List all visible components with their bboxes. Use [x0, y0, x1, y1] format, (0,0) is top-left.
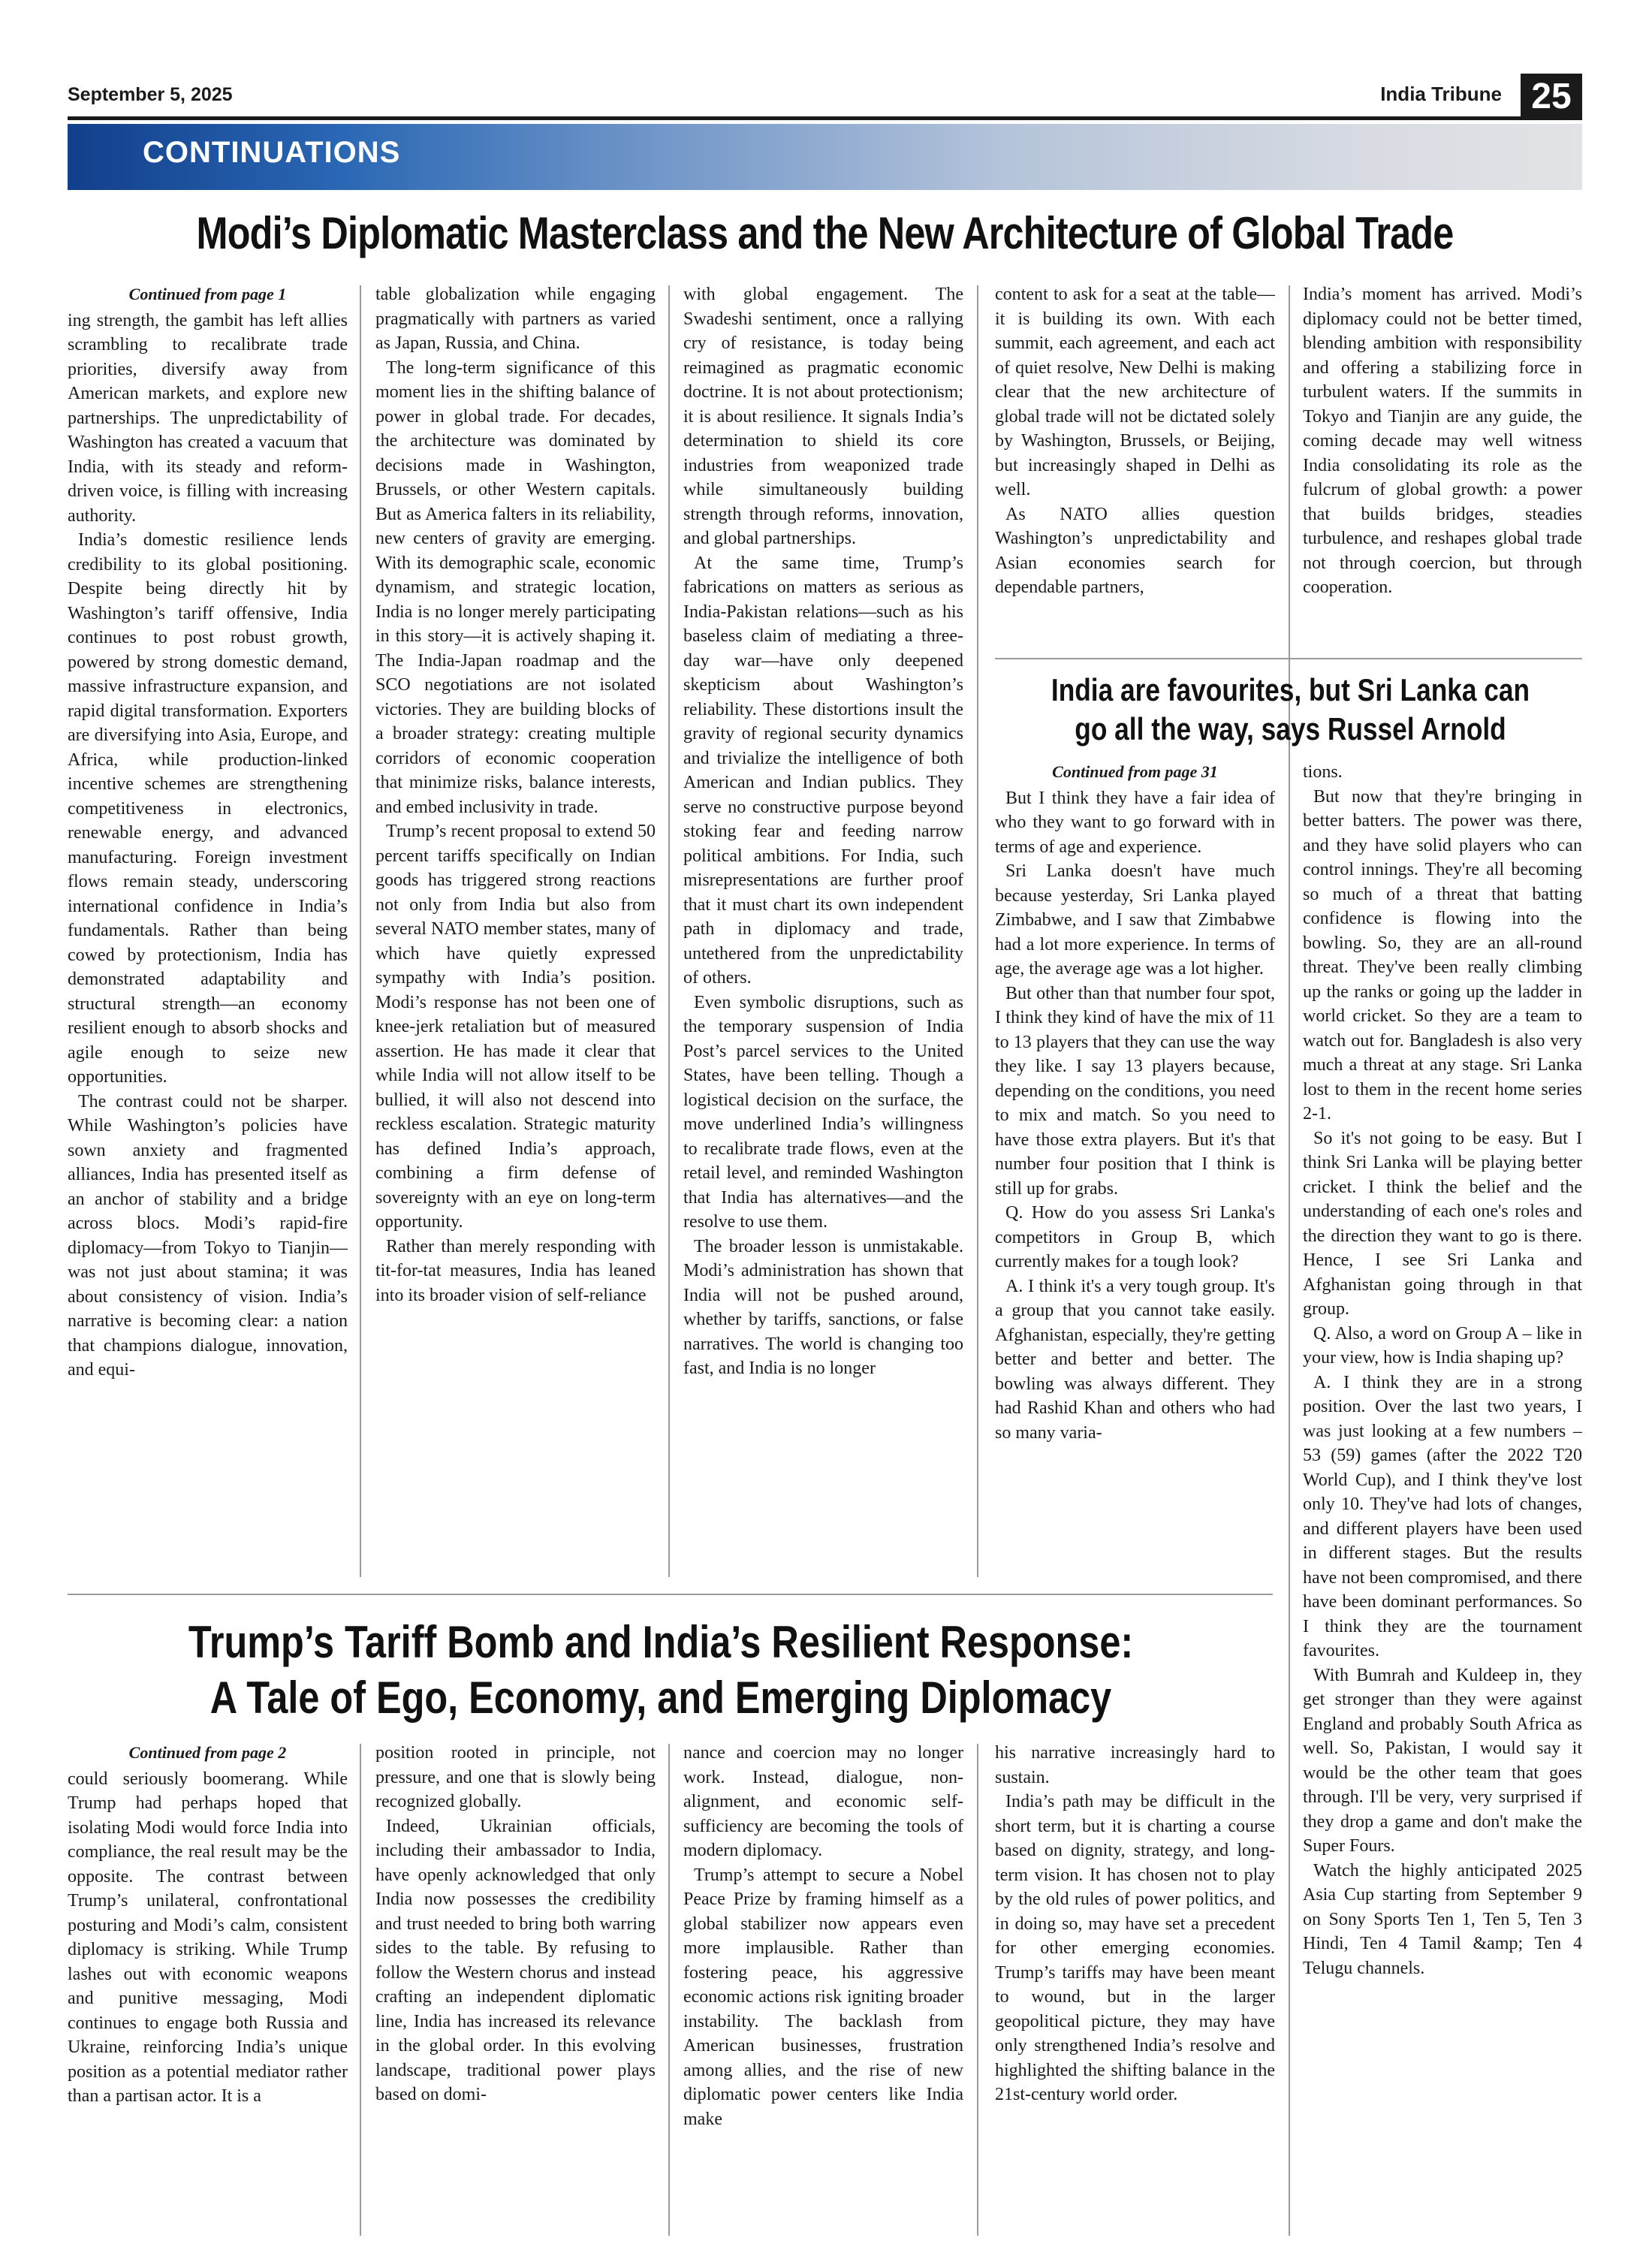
article2-paragraph: tions. — [1303, 762, 1343, 782]
continued-from-label: Continued from page 2 — [128, 1743, 287, 1762]
article2-column-2 — [1303, 760, 1582, 2239]
article2-paragraph: But other than that number four spot, I think they kind of have the mix of 11 to 13 players that they can use the way they like. I say 13 players because, depending on the conditions, you need to mix and match. So you need to have those extra players. But it's that number four position that I think is still up for grabs. — [995, 983, 1275, 1199]
article1-column-5 — [1303, 282, 1582, 650]
article1-paragraph: Trump’s recent proposal to extend 50 percent tariffs specifically on Indian goods has triggered strong reactions not only from India but also from several NATO member states, many of which have quietly expressed sympathy with India’s position. Modi’s response has not been one of knee-jerk retaliation but of measured assertion. He has made it clear that while India will not allow itself to be bullied, it will also not descend into reckless escalation. Strategic maturity has defined India’s approach, combining a firm defense of sovereignty with an eye on long-term opportunity. — [375, 822, 656, 1232]
article3-column-4 — [995, 1741, 1275, 2244]
header-rule — [68, 116, 1521, 120]
article2-headline: India are favourites, but Sri Lanka can go all the way, says Russel Arnold — [1051, 672, 1530, 746]
article2-paragraph: Sri Lanka doesn't have much because yesterday, Sri Lanka played Zimbabwe, and I saw that Zimbabwe had a lot more experience. In terms of age, the average age was a lot higher. — [995, 861, 1275, 979]
continued-from-label: Continued from page 31 — [1052, 762, 1218, 781]
article3-column-2 — [375, 1741, 656, 2244]
column-divider — [668, 285, 670, 1577]
section-banner — [68, 124, 1582, 190]
article3-paragraph: could seriously boomerang. While Trump had perhaps hoped that isolating Modi would force India into compliance, the real result may be the opposite. The contrast between Trump’s unilateral, confrontational posturing and Modi’s calm, consistent diplomacy is striking. While Trump lashes out with economic weapons and punitive messaging, Modi continues to engage both Russia and Ukraine, reinforcing India’s unique position as a potential mediator rather than a partisan actor. It is a — [68, 1769, 348, 2106]
article1-paragraph: ing strength, the gambit has left allies scrambling to recalibrate trade priorities, diversify away from American markets, and explore new partnerships. The unpredictability of Washington has created a vacuum that India, with its steady and reform-driven voice, is filling with increasing authority. — [68, 310, 348, 526]
article2-column-1 — [995, 760, 1275, 1575]
article2-paragraph: But I think they have a fair idea of who they want to go forward with in terms of age and experience. — [995, 788, 1275, 857]
section-title: CONTINUATIONS — [143, 136, 401, 169]
article1-paragraph: Even symbolic disruptions, such as the temporary suspension of India Post’s parcel services to the United States, have been telling. Though a logistical decision on the surface, the move underlined India’s willingness to recalibrate trade flows, even at the retail level, and reminded Washington that India has alternatives—and the resolve to use them. — [683, 992, 963, 1232]
article1-paragraph: At the same time, Trump’s fabrications on matters as serious as India-Pakistan relations—such as his baseless claim of mediating a three-day war—have only deepened skepticism about Washington’s reliability. These distortions insult the gravity of regional security dynamics and trivialize the intelligence of both American and Indian publics. They serve no constructive purpose beyond stoking fear and feeding narrow political ambitions. For India, such misrepresentations are further proof that it must chart its own independent path in diplomacy and trade, untethered from the unpredictability of others. — [683, 553, 963, 988]
article1-column-1 — [68, 282, 348, 1582]
article1-paragraph: India’s domestic resilience lends credibility to its global positioning. Despite being directly hit by Washington’s tariff offensive, India continues to post robust growth, powered by strong domestic demand, massive infrastructure expansion, and rapid digital transformation. Exporters are diversifying into Asia, Europe, and Africa, while production-linked incentive schemes are strengthening competitiveness in electronics, renewable energy, and advanced manufacturing. Foreign investment flows remain steady, underscoring international confidence in India’s fundamentals. Rather than being cowed by protectionism, India has demonstrated adaptability and structural strength—an economy resilient enough to absorb shocks and agile enough to seize new opportunities. — [68, 530, 348, 1087]
article1-headline: Modi’s Diplomatic Masterclass and the New Architecture of Global Trade — [196, 208, 1454, 258]
article1-column-3 — [683, 282, 963, 1582]
article1-paragraph: content to ask for a seat at the table—it is building its own. With each summit, each agreement, and each act of quiet resolve, New Delhi is making clear that the new architecture of global trade will not be dictated solely by Washington, Brussels, or Beijing, but increasingly shaped in Delhi as well. — [995, 285, 1275, 499]
article3-headline-line-2: A Tale of Ego, Economy, and Emerging Diplomacy — [210, 1672, 1112, 1723]
article-divider — [995, 658, 1582, 659]
issue-date: September 5, 2025 — [68, 84, 233, 105]
article2-paragraph: A. I think they are in a strong position. Over the last two years, I was just looking at a few numbers – 53 (59) games (after the 2022 T20 World Cup), and I think they've lost only 10. They've had lots of changes, and different players have been used in different stages. But the results have not been compromised, and there have been dominant performances. So I think they are the tournament favourites. — [1303, 1372, 1582, 1660]
article-divider — [68, 1594, 1273, 1595]
article2-paragraph: But now that they're bringing in better batters. The power was there, and they have solid players who can control innings. They're all becoming so much of a threat that batting confidence is flowing into the bowling. So, they are an all-round threat. They've been really climbing up the ranks or going up the ladder in world cricket. So they are a team to watch out for. Bangladesh is also very much a threat at any stage. Sri Lanka lost to them in the recent home series 2-1. — [1303, 786, 1582, 1123]
article1-paragraph: The long-term significance of this moment lies in the shifting balance of power in global trade. For decades, the architecture was dominated by decisions made in Washington, Brussels, or other Western capitals. But as America falters in its reliability, new centers of gravity are emerging. With its demographic scale, economic dynamism, and strategic location, India is no longer merely participating in this story—it is actively shaping it. The India-Japan roadmap and the SCO negotiations are not isolated victories. They are building blocks of a broader strategy: creating multiple corridors of economic cooperation that minimize risks, balance interests, and embed inclusivity in trade. — [375, 357, 656, 817]
article3-paragraph: position rooted in principle, not pressure, and one that is slowly being recognized globally. — [375, 1743, 656, 1811]
article2-paragraph: So it's not going to be easy. But I think Sri Lanka will be playing better cricket. I think the belief and the understanding of each one's roles and the direction they want to go is there. Hence, I see Sri Lanka and Afghanistan going through in that group. — [1303, 1128, 1582, 1319]
article1-paragraph: As NATO allies question Washington’s unpredictability and Asian economies search for dependable partners, — [995, 504, 1275, 597]
article3-paragraph: Indeed, Ukrainian officials, including their ambassador to India, have openly acknowledged that only India now possesses the credibility and trust needed to bring both warring sides to the table. By refusing to follow the Western chorus and instead crafting an independent diplomatic line, India has increased its relevance in the global order. In this evolving landscape, traditional power plays based on domi- — [375, 1816, 656, 2104]
article1-paragraph: The broader lesson is unmistakable. Modi’s administration has shown that India will not be pushed around, whether by tariffs, sanctions, or false narratives. The world is changing too fast, and India is no longer — [683, 1236, 963, 1378]
article2-paragraph: Watch the highly anticipated 2025 Asia Cup starting from September 9 on Sony Sports Ten 1, Ten 5, Ten 3 Hindi, Ten 4 Tamil &amp; Ten 4 Telugu channels. — [1303, 1860, 1582, 1978]
article3-paragraph: Trump’s attempt to secure a Nobel Peace Prize by framing himself as a global stabilizer now appears even more implausible. Rather than fostering peace, his aggressive economic actions risk igniting broader instability. The backlash from American businesses, frustration among allies, and the rise of new diplomatic power centers like India make — [683, 1865, 963, 2129]
article3-headline — [162, 1615, 1159, 1726]
article1-paragraph: The contrast could not be sharper. While Washington’s policies have sown anxiety and fragmented alliances, India has presented itself as an anchor of stability and a bridge across blocs. Modi’s rapid-fire diplomacy—from Tokyo to Tianjin—was not just about stamina; it was about consistency of vision. India’s narrative is becoming clear: a nation that champions dialogue, innovation, and equi- — [68, 1091, 348, 1380]
article2-paragraph: Q. How do you assess Sri Lanka's competitors in Group B, which currently makes for a tough look? — [995, 1203, 1275, 1271]
article3-paragraph: his narrative increasingly hard to sustain. — [995, 1743, 1275, 1787]
article2-paragraph: With Bumrah and Kuldeep in, they get stronger than they were against England and probably South Africa as well. So, Pakistan, I would say it would be the other team that goes through. I'll be very, very surprised if they drop a game and don't make the Super Fours. — [1303, 1665, 1582, 1856]
article2-paragraph: Q. Also, a word on Group A – like in your view, how is India shaping up? — [1303, 1323, 1582, 1368]
article1-paragraph: table globalization while engaging pragmatically with partners as varied as Japan, Russia, and China. — [375, 285, 656, 353]
article3-column-3 — [683, 1741, 963, 2244]
article1-paragraph: with global engagement. The Swadeshi sentiment, once a rallying cry of resistance, is today being reimagined as pragmatic economic doctrine. It is not about protectionism; it is about resilience. It signals India’s determination to shield its core industries from weaponized trade while simultaneously building strength through reforms, innovation, and global partnerships. — [683, 285, 963, 548]
column-divider — [668, 1744, 670, 2236]
publication-name: India Tribune — [1380, 83, 1502, 105]
article1-column-4 — [995, 282, 1275, 650]
column-divider — [977, 1744, 978, 2236]
article3-column-1 — [68, 1741, 348, 2244]
article1-column-2 — [375, 282, 656, 1582]
article3-paragraph: India’s path may be difficult in the short term, but it is charting a course based on dignity, strategy, and long-term vision. It has chosen not to play by the old rules of power politics, and in doing so, may have set a precedent for other emerging economies. Trump’s tariffs may have been meant to wound, but in the larger geopolitical picture, they may have only strengthened India’s resolve and highlighted the shifting balance in the 21st-century world order. — [995, 1792, 1275, 2104]
column-divider — [977, 285, 978, 1577]
article2-paragraph: A. I think it's a very tough group. It's a group that you cannot take easily. Afghanistan, especially, they're getting better and better and better. The bowling was always different. They had Rashid Khan and others who had so many varia- — [995, 1276, 1275, 1443]
article3-paragraph: nance and coercion may no longer work. Instead, dialogue, non-alignment, and economic self-sufficiency are becoming the tools of modern diplomacy. — [683, 1743, 963, 1860]
article1-paragraph: Rather than merely responding with tit-for-tat measures, India has leaned into its broader vision of self-reliance — [375, 1236, 656, 1305]
article1-paragraph: India’s moment has arrived. Modi’s diplomacy could not be better timed, blending ambition with responsibility and offering a stabilizing force in turbulent waters. If the summits in Tokyo and Tianjin are any guide, the coming decade may well witness India consolidating its role as the fulcrum of global growth: a power that builds bridges, steadies turbulence, and reshapes global trade not through coercion, but through cooperation. — [1303, 285, 1582, 597]
continued-from-label: Continued from page 1 — [128, 285, 287, 303]
page-number: 25 — [1521, 74, 1582, 120]
column-divider — [360, 1744, 361, 2236]
article3-headline-line-1: Trump’s Tariff Bomb and India’s Resilient Response: — [188, 1617, 1134, 1667]
column-divider — [1289, 760, 1290, 2236]
column-divider — [360, 285, 361, 1577]
